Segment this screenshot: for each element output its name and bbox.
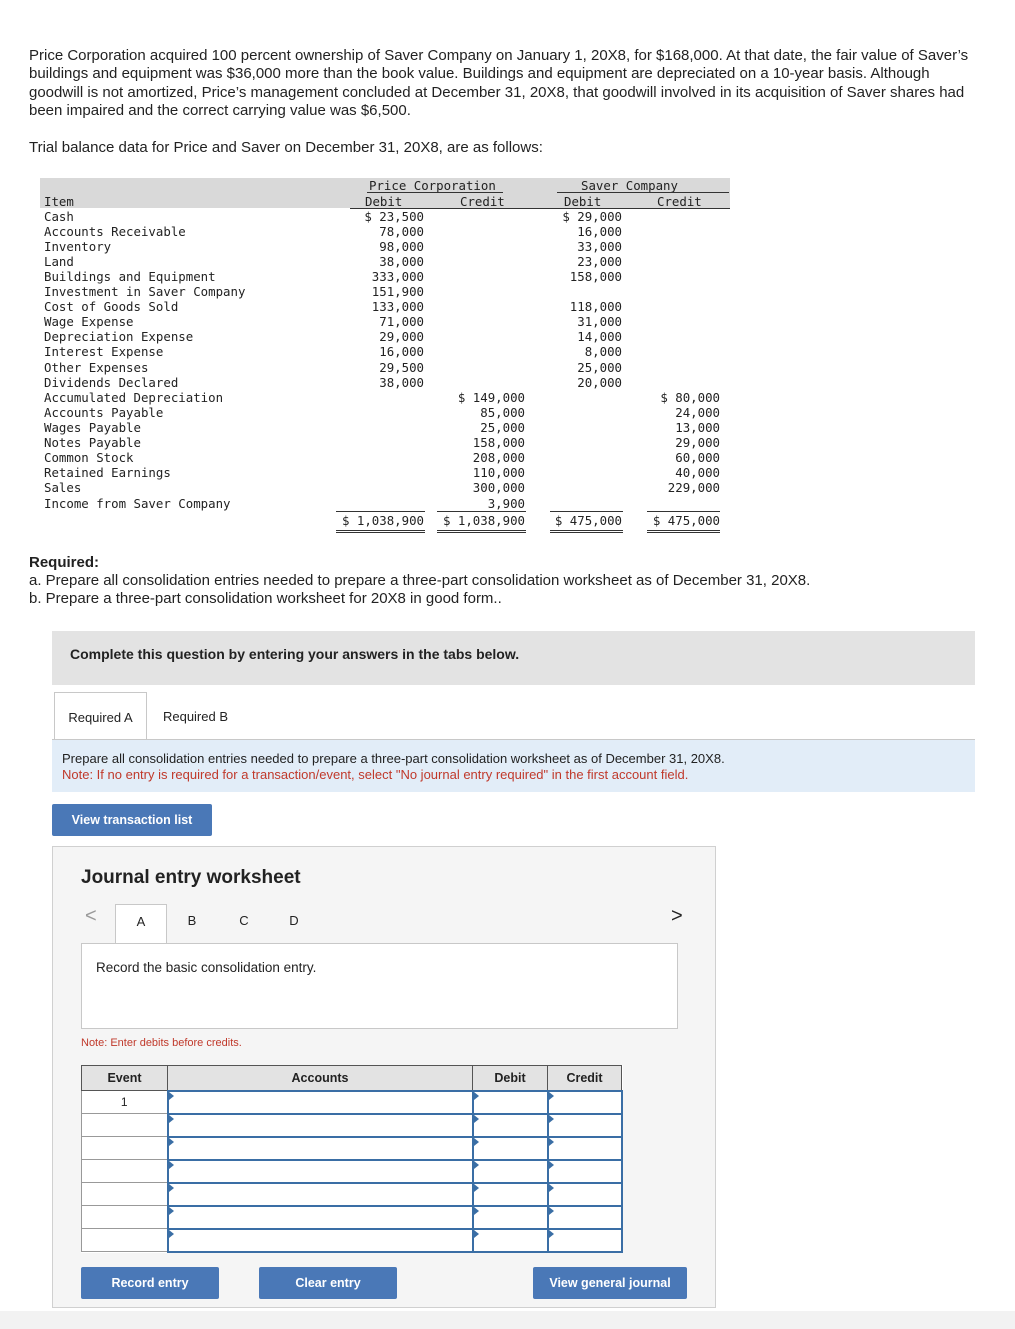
trial-balance-value: 38,000 — [379, 374, 424, 390]
trial-balance-value: 23,000 — [577, 254, 622, 270]
debit-input[interactable] — [473, 1137, 548, 1160]
accounts-input[interactable] — [168, 1114, 473, 1137]
debit-input[interactable] — [473, 1206, 548, 1229]
trial-balance-value: 14,000 — [577, 329, 622, 345]
journal-title: Journal entry worksheet — [81, 867, 301, 888]
debits-note: Note: Enter debits before credits. — [81, 1037, 242, 1049]
trial-balance-value: $ 29,000 — [562, 209, 622, 224]
total-top-line — [336, 511, 425, 512]
trial-balance-value: 33,000 — [577, 239, 622, 255]
trial-balance-total: $ 475,000 — [554, 513, 622, 528]
accounts-input[interactable] — [168, 1183, 473, 1206]
trial-balance-item: Cost of Goods Sold — [44, 299, 179, 315]
event-cell — [82, 1137, 168, 1160]
clear-entry-button[interactable]: Clear entry — [259, 1267, 397, 1299]
instruction-text: Prepare all consolidation entries needed to prepare a three-part consolidation worksheet as of December 31, 20X8. — [62, 751, 725, 766]
trial-balance-value: 31,000 — [577, 314, 622, 330]
trial-balance-value: 229,000 — [667, 479, 720, 495]
tab-required-b[interactable]: Required B — [149, 692, 242, 740]
trial-balance-total: $ 1,038,900 — [341, 513, 424, 528]
next-arrow-icon[interactable]: > — [671, 905, 683, 927]
trial-balance-value: 158,000 — [569, 269, 622, 285]
item-header: Item — [44, 194, 74, 209]
trial-balance-value: 71,000 — [379, 314, 424, 330]
required-heading: Required: — [29, 554, 100, 571]
price-corporation-header: Price Corporation — [369, 178, 496, 193]
trial-balance-value: 29,000 — [379, 329, 424, 345]
trial-balance-value: 20,000 — [577, 374, 622, 390]
total-double-underline — [550, 530, 623, 533]
record-instruction-text: Record the basic consolidation entry. — [96, 960, 317, 975]
trial-balance-value: 118,000 — [569, 299, 622, 315]
trial-balance-value: 133,000 — [371, 299, 424, 315]
record-entry-button[interactable]: Record entry — [81, 1267, 219, 1299]
event-cell — [82, 1160, 168, 1183]
trial-balance-value: 333,000 — [371, 269, 424, 285]
trial-balance-item: Wage Expense — [44, 314, 134, 330]
question-box-text: Complete this question by entering your answers in the tabs below. — [70, 646, 520, 662]
journal-row — [82, 1114, 622, 1137]
instruction-box — [52, 740, 975, 792]
journal-row — [82, 1091, 622, 1114]
saver-credit-header: Credit — [657, 194, 702, 209]
trial-balance-value: 98,000 — [379, 239, 424, 255]
trial-balance-total: $ 475,000 — [652, 513, 720, 528]
trial-balance-item: Dividends Declared — [44, 374, 179, 390]
event-cell — [82, 1206, 168, 1229]
trial-balance-item: Notes Payable — [44, 434, 141, 450]
event-cell — [82, 1183, 168, 1206]
accounts-input[interactable] — [168, 1160, 473, 1183]
journal-row — [82, 1206, 622, 1229]
trial-balance-value: $ 23,500 — [364, 209, 424, 224]
question-box — [52, 631, 975, 685]
trial-balance-item: Income from Saver Company — [44, 495, 231, 511]
trial-balance-item: Cash — [44, 209, 74, 224]
saver-header-underline — [557, 192, 729, 193]
trial-balance-item: Retained Earnings — [44, 464, 171, 480]
required-a-text: a. Prepare all consolidation entries needed to prepare a three-part consolidation worksheet as of December 31, 20X8. — [29, 572, 811, 589]
trial-balance-value: 110,000 — [472, 464, 525, 480]
trial-balance-item: Sales — [44, 479, 82, 495]
total-double-underline — [437, 530, 526, 533]
total-double-underline — [336, 530, 425, 533]
prev-arrow-icon[interactable]: < — [85, 905, 97, 927]
trial-balance-value: 78,000 — [379, 224, 424, 240]
debit-input[interactable] — [473, 1183, 548, 1206]
trial-balance-item: Inventory — [44, 239, 112, 255]
journal-row — [82, 1160, 622, 1183]
journal-row — [82, 1183, 622, 1206]
debit-input[interactable] — [473, 1229, 548, 1252]
trial-balance-value: $ 80,000 — [660, 389, 720, 405]
trial-balance-value: 85,000 — [480, 404, 525, 420]
subtab-a[interactable]: A — [115, 904, 167, 944]
trial-balance-value: 158,000 — [472, 434, 525, 450]
trial-balance-value: 208,000 — [472, 449, 525, 465]
trial-balance-value: 29,000 — [675, 434, 720, 450]
trial-balance-item: Investment in Saver Company — [44, 284, 246, 300]
journal-row — [82, 1137, 622, 1160]
journal-grid — [81, 1065, 623, 1253]
trial-balance-value: 3,900 — [487, 495, 525, 511]
accounts-input[interactable] — [168, 1091, 473, 1114]
trial-balance-value: 25,000 — [577, 359, 622, 375]
trial-balance-item: Accumulated Depreciation — [44, 389, 224, 405]
trial-balance-item: Interest Expense — [44, 344, 164, 360]
trial-balance-intro: Trial balance data for Price and Saver on December 31, 20X8, are as follows: — [29, 139, 543, 156]
total-top-line — [437, 511, 526, 512]
trial-balance-item: Other Expenses — [44, 359, 149, 375]
trial-balance-value: 24,000 — [675, 404, 720, 420]
debit-column-header: Debit — [473, 1066, 548, 1091]
event-cell — [82, 1114, 168, 1137]
total-top-line — [647, 511, 720, 512]
credit-column-header: Credit — [548, 1066, 622, 1091]
bottom-strip — [0, 1311, 1015, 1329]
event-cell — [82, 1229, 168, 1252]
credit-input[interactable] — [548, 1114, 622, 1137]
debit-input[interactable] — [473, 1114, 548, 1137]
trial-balance-value: 8,000 — [584, 344, 622, 360]
trial-balance-value: 40,000 — [675, 464, 720, 480]
price-debit-header: Debit — [365, 194, 403, 209]
trial-balance-value: 151,900 — [371, 284, 424, 300]
trial-balance-value: 16,000 — [577, 224, 622, 240]
accounts-column-header: Accounts — [168, 1066, 473, 1091]
required-section — [29, 554, 810, 608]
trial-balance-total: $ 1,038,900 — [442, 513, 525, 528]
accounts-input[interactable] — [168, 1137, 473, 1160]
credit-input[interactable] — [548, 1206, 622, 1229]
view-transaction-list-button[interactable]: View transaction list — [52, 804, 212, 836]
journal-row — [82, 1229, 622, 1252]
view-general-journal-button[interactable]: View general journal — [533, 1267, 687, 1299]
price-header-underline — [367, 192, 503, 193]
trial-balance-item: Accounts Receivable — [44, 224, 186, 240]
saver-company-header: Saver Company — [581, 178, 678, 193]
trial-balance-item: Buildings and Equipment — [44, 269, 216, 285]
saver-debit-header: Debit — [564, 194, 602, 209]
total-top-line — [550, 511, 623, 512]
total-double-underline — [647, 530, 720, 533]
credit-input[interactable] — [548, 1160, 622, 1183]
subtab-b[interactable]: B — [187, 913, 197, 928]
instruction-note: Note: If no entry is required for a transaction/event, select "No journal entry required" in the first account field. — [62, 767, 689, 782]
accounts-input[interactable] — [168, 1229, 473, 1252]
trial-balance-item: Accounts Payable — [44, 404, 164, 420]
credit-input[interactable] — [548, 1229, 622, 1252]
trial-balance-value: 16,000 — [379, 344, 424, 360]
trial-balance-value: $ 149,000 — [457, 389, 525, 405]
price-credit-header: Credit — [460, 194, 505, 209]
trial-balance-value: 29,500 — [379, 359, 424, 375]
accounts-input[interactable] — [168, 1206, 473, 1229]
tab-required-a[interactable]: Required A — [54, 692, 147, 740]
trial-balance-item: Land — [44, 254, 74, 270]
subtab-d[interactable]: D — [289, 913, 299, 928]
trial-balance-value: 60,000 — [675, 449, 720, 465]
problem-intro: Price Corporation acquired 100 percent ownership of Saver Company on January 1, 20X8, for $168,000. At that date, the fair value of Saver’s buildings and equipment was $36,000 more than the book value. Buildings and equipment are depreciated on a 10-year basis. Although goodwill is not amortized, Price’s management concluded at December 31, 20X8, that goodwill involved in its acquisition of Saver shares had been impaired and the correct carrying value was $6,500. — [29, 47, 969, 119]
credit-input[interactable] — [548, 1183, 622, 1206]
record-instruction-box — [81, 943, 678, 1029]
trial-balance-value: 38,000 — [379, 254, 424, 270]
credit-input[interactable] — [548, 1137, 622, 1160]
trial-balance-value: 25,000 — [480, 419, 525, 435]
required-b-text: b. Prepare a three-part consolidation worksheet for 20X8 in good form.. — [29, 590, 502, 607]
credit-input[interactable] — [548, 1091, 622, 1114]
debit-input[interactable] — [473, 1160, 548, 1183]
trial-balance-item: Wages Payable — [44, 419, 141, 435]
trial-balance-item: Depreciation Expense — [44, 329, 194, 345]
subtab-c[interactable]: C — [239, 913, 249, 928]
journal-entry-worksheet — [52, 846, 716, 1308]
trial-balance-value: 13,000 — [675, 419, 720, 435]
trial-balance-item: Common Stock — [44, 449, 134, 465]
event-cell: 1 — [82, 1091, 168, 1114]
debit-input[interactable] — [473, 1091, 548, 1114]
event-column-header: Event — [82, 1066, 168, 1091]
trial-balance-value: 300,000 — [472, 479, 525, 495]
